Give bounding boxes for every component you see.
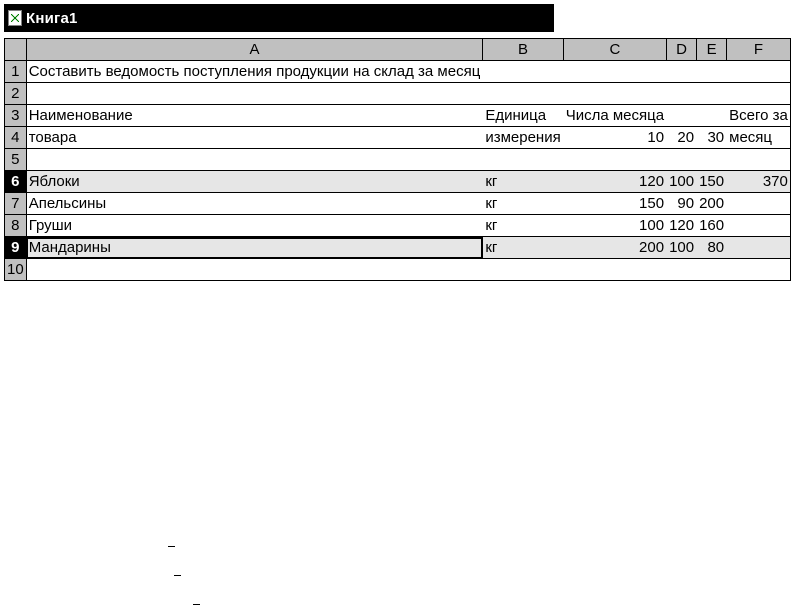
- cell-e7[interactable]: 200: [697, 193, 727, 215]
- cell-b9[interactable]: кг: [483, 237, 563, 259]
- cell-a5[interactable]: [26, 149, 483, 171]
- cell-b7[interactable]: кг: [483, 193, 563, 215]
- column-header-a[interactable]: A: [26, 39, 483, 61]
- table-row: [5, 193, 791, 215]
- cell-c3[interactable]: Числа месяца: [563, 105, 666, 127]
- cell-a3[interactable]: Наименование: [26, 105, 483, 127]
- cell-c7[interactable]: 150: [563, 193, 666, 215]
- cell-d1[interactable]: [667, 61, 697, 83]
- row-header[interactable]: 2: [5, 83, 27, 105]
- table-row: [5, 215, 791, 237]
- cell-e2[interactable]: [697, 83, 727, 105]
- table-row: [5, 259, 791, 281]
- cell-e5[interactable]: [697, 149, 727, 171]
- window-title: Книга1: [26, 9, 78, 27]
- row-header[interactable]: 6: [5, 171, 27, 193]
- cell-b8[interactable]: кг: [483, 215, 563, 237]
- cell-d3[interactable]: [667, 105, 697, 127]
- cell-f2[interactable]: [727, 83, 791, 105]
- stray-mark: [168, 546, 175, 547]
- table-row: [5, 83, 791, 105]
- cell-e6[interactable]: 150: [697, 171, 727, 193]
- cell-b1[interactable]: [483, 61, 563, 83]
- column-header-f[interactable]: F: [727, 39, 791, 61]
- cell-a4[interactable]: товара: [26, 127, 483, 149]
- stray-mark: [193, 604, 200, 605]
- cell-b3[interactable]: Единица: [483, 105, 563, 127]
- table-row: [5, 171, 791, 193]
- cell-c8[interactable]: 100: [563, 215, 666, 237]
- row-header[interactable]: 4: [5, 127, 27, 149]
- cell-f7[interactable]: [727, 193, 791, 215]
- cell-f1[interactable]: [727, 61, 791, 83]
- cell-c10[interactable]: [563, 259, 666, 281]
- row-header[interactable]: 5: [5, 149, 27, 171]
- cell-b10[interactable]: [483, 259, 563, 281]
- cell-b5[interactable]: [483, 149, 563, 171]
- table-row: [5, 127, 791, 149]
- cell-b4[interactable]: измерения: [483, 127, 563, 149]
- cell-d5[interactable]: [667, 149, 697, 171]
- column-header-b[interactable]: B: [483, 39, 563, 61]
- table-row: [5, 61, 791, 83]
- title-bar[interactable]: [4, 4, 554, 32]
- row-header[interactable]: 10: [5, 259, 27, 281]
- cell-f3[interactable]: Всего за: [727, 105, 791, 127]
- cell-b6[interactable]: кг: [483, 171, 563, 193]
- row-header[interactable]: 1: [5, 61, 27, 83]
- cell-c6[interactable]: 120: [563, 171, 666, 193]
- cell-f8[interactable]: [727, 215, 791, 237]
- cell-e9[interactable]: 80: [697, 237, 727, 259]
- cell-c2[interactable]: [563, 83, 666, 105]
- cell-a6[interactable]: Яблоки: [26, 171, 483, 193]
- column-header-row: [5, 39, 791, 61]
- table-row: [5, 237, 791, 259]
- column-header-c[interactable]: C: [563, 39, 666, 61]
- cell-a8[interactable]: Груши: [26, 215, 483, 237]
- cell-f4[interactable]: месяц: [727, 127, 791, 149]
- cell-f9[interactable]: [727, 237, 791, 259]
- row-header[interactable]: 8: [5, 215, 27, 237]
- cell-d10[interactable]: [667, 259, 697, 281]
- cell-d4[interactable]: 20: [667, 127, 697, 149]
- cell-d2[interactable]: [667, 83, 697, 105]
- cell-d9[interactable]: 100: [667, 237, 697, 259]
- stray-mark: [174, 575, 181, 576]
- cell-c5[interactable]: [563, 149, 666, 171]
- cell-c4[interactable]: 10: [563, 127, 666, 149]
- cell-b2[interactable]: [483, 83, 563, 105]
- column-header-d[interactable]: D: [667, 39, 697, 61]
- cell-a9-selected[interactable]: Мандарины: [26, 237, 483, 259]
- cell-e1[interactable]: [697, 61, 727, 83]
- cell-a10[interactable]: [26, 259, 483, 281]
- cell-f10[interactable]: [727, 259, 791, 281]
- select-all-corner[interactable]: [5, 39, 27, 61]
- workbook-window: [4, 4, 788, 318]
- table-row: [5, 105, 791, 127]
- cell-c1[interactable]: [563, 61, 666, 83]
- cell-e8[interactable]: 160: [697, 215, 727, 237]
- cell-a1[interactable]: Составить ведомость поступления продукции на склад за месяц: [26, 61, 483, 83]
- cell-e4[interactable]: 30: [697, 127, 727, 149]
- cell-d8[interactable]: 120: [667, 215, 697, 237]
- cell-d6[interactable]: 100: [667, 171, 697, 193]
- table-row: [5, 149, 791, 171]
- excel-workbook-icon[interactable]: [8, 10, 22, 26]
- cell-a7[interactable]: Апельсины: [26, 193, 483, 215]
- cell-f6[interactable]: 370: [727, 171, 791, 193]
- cell-e3[interactable]: [697, 105, 727, 127]
- row-header[interactable]: 3: [5, 105, 27, 127]
- column-header-e[interactable]: E: [697, 39, 727, 61]
- row-header[interactable]: 9: [5, 237, 27, 259]
- spreadsheet-grid: [4, 38, 791, 281]
- cell-f5[interactable]: [727, 149, 791, 171]
- cell-a2[interactable]: [26, 83, 483, 105]
- cell-e10[interactable]: [697, 259, 727, 281]
- row-header[interactable]: 7: [5, 193, 27, 215]
- cell-c9[interactable]: 200: [563, 237, 666, 259]
- cell-d7[interactable]: 90: [667, 193, 697, 215]
